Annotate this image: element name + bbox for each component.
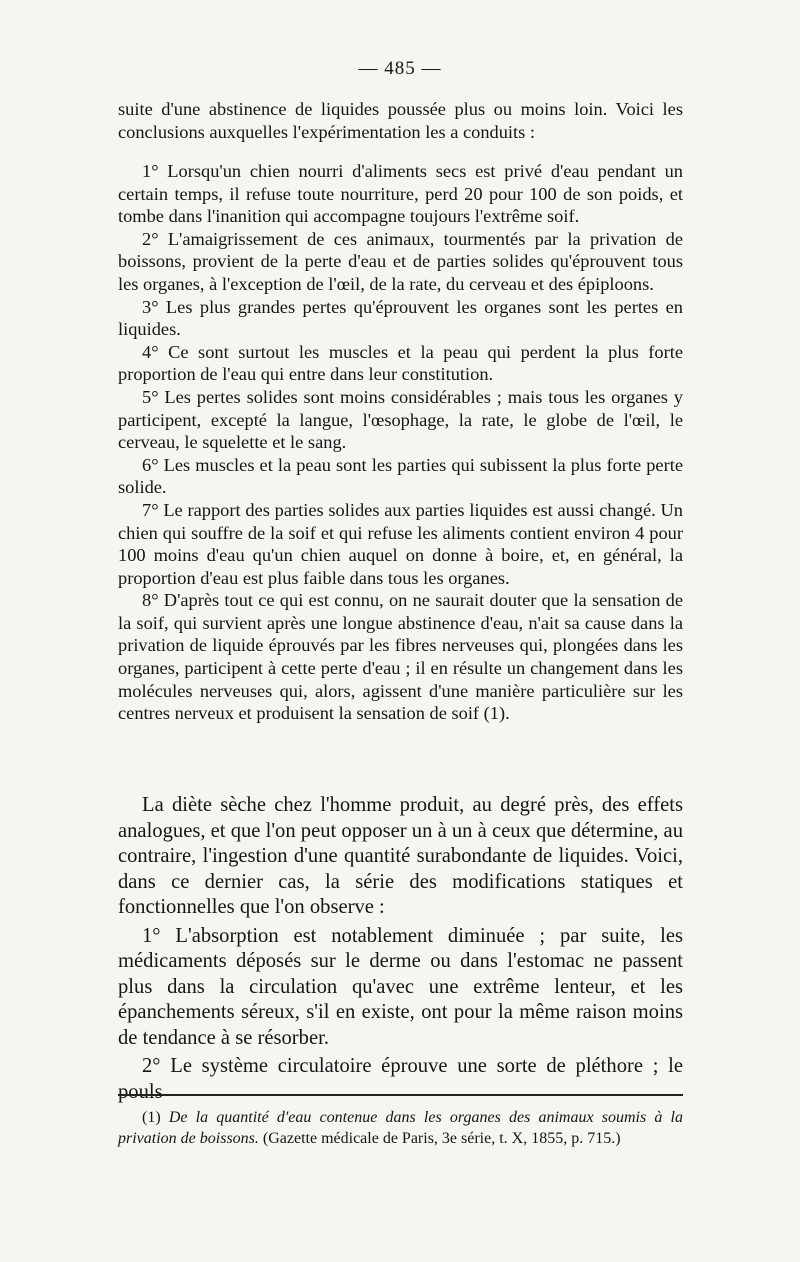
footnote-divider <box>118 1094 683 1096</box>
footnote-reference: (1) <box>483 703 506 724</box>
conclusion-last-text: 8° D'après tout ce qui est connu, on ne saurait douter que la sensation de la soif, qui survient après une longue abstinence d'eau, n'ait sa cause dans la privation de liquide éprouvés par les fibres nerveuses qui, plongées dans les organes, participent à cette perte d'eau ; il en résulte un changement dans les molécules nerveuses qui, alors, agissent d'une manière particulière sur les centres nerveux et produisent la sensation de soif <box>118 590 683 724</box>
footnote-mark: (1) <box>142 1109 161 1126</box>
conclusion-item: 5° Les pertes solides sont moins considérables ; mais tous les organes y participent, excepté la langue, l'œsophage, la rate, le globe de l'œil, le cerveau, le squelette et le sang. <box>118 386 683 453</box>
body-paragraph: La diète sèche chez l'homme produit, au degré près, des effets analogues, et que l'on peut opposer un à un à ceux que détermine, au contraire, l'ingestion d'une quantité surabondante de liquides. Voici, dans ce dernier cas, la série des modifications statiques et fonctionnelles que l'on observe : <box>118 794 683 918</box>
conclusion-item: 2° L'amaigrissement de ces animaux, tourmentés par la privation de boissons, provient de la perte d'eau et de parties solides qu'éprouvent tous les organes, à l'exception de l'œil, de la rate, du cerveau et des épiploons. <box>118 228 683 294</box>
body-paragraph: 1° L'absorption est notablement diminuée ; par suite, les médicaments déposés sur le derme ou dans l'estomac ne passent plus dans la circulation qu'avec une extrême lenteur, et les épanchements séreux, s'il en existe, ont pour la même raison moins de tendance à se résorber. <box>118 924 683 1049</box>
conclusion-item: 7° Le rapport des parties solides aux parties liquides est aussi changé. Un chien qui souffre de la soif et qui refuse les aliments contient environ 4 pour 100 moins d'eau qu'un chien auquel on donne à boire, et, en général, la proportion d'eau est plus faible dans tous les organes. <box>118 499 683 588</box>
footnote-citation: (Gazette médicale de Paris, 3e série, t. X, 1855, p. 715.) <box>262 1130 621 1147</box>
conclusion-item: 6° Les muscles et la peau sont les parties qui subissent la plus forte perte solide. <box>118 454 683 498</box>
footnote <box>118 1107 683 1149</box>
conclusion-item: 4° Ce sont surtout les muscles et la peau qui perdent la plus forte proportion de l'eau qui entre dans leur constitution. <box>118 341 683 385</box>
conclusions-list <box>118 160 683 725</box>
intro-paragraph <box>118 98 683 143</box>
conclusion-item-last: 8° D'après tout ce qui est connu, on ne saurait douter que la sensation de la soif, qui survient après une longue abstinence d'eau, n'ait sa cause dans la privation de liquide éprouvés par les fibres nerveuses qui, plongées dans les organes, participent à cette perte d'eau ; il en résulte un changement dans les molécules nerveuses qui, alors, agissent d'une manière particulière sur les centres nerveux et produisent la sensation de soif (1). <box>118 590 683 724</box>
conclusion-item: 3° Les plus grandes pertes qu'éprouvent les organes sont les pertes en liquides. <box>118 296 683 340</box>
conclusion-item: 1° Lorsqu'un chien nourri d'aliments secs est privé d'eau pendant un certain temps, il refuse toute nourriture, perd 20 pour 100 de son poids, et tombe dans l'inanition qui accompagne toujours l'extrême soif. <box>118 161 683 227</box>
intro-text: suite d'une abstinence de liquides poussée plus ou moins loin. Voici les conclusions auxquelles l'expérimentation les a conduits : <box>118 99 683 142</box>
page-number: — 485 — <box>358 58 442 79</box>
body-paragraph: 2° Le système circulatoire éprouve une sorte de pléthore ; le pouls <box>118 1055 683 1103</box>
footnote-title: De la quantité d'eau contenue dans les organes des animaux soumis à la privation de boissons. <box>118 1109 683 1147</box>
second-section <box>118 793 683 1108</box>
